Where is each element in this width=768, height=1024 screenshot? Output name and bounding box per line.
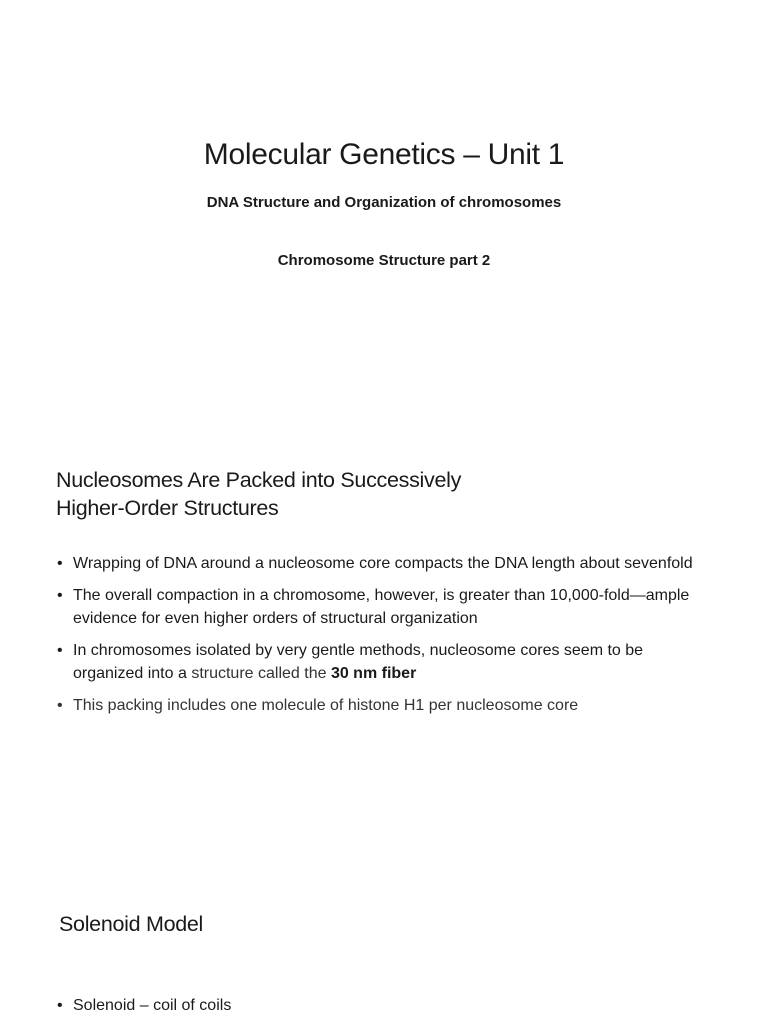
bullet-list: [56, 994, 716, 1024]
list-item: [56, 994, 716, 1017]
list-item: [56, 639, 716, 685]
bullet-icon: •: [57, 642, 63, 659]
title-slide: [0, 0, 768, 410]
bullet-icon: •: [57, 587, 63, 604]
list-item: [56, 584, 716, 630]
subtitle-part: Chromosome Structure part 2: [277, 252, 491, 269]
bullet-list: [56, 552, 716, 726]
bullet-text: In chromosomes isolated by very gentle methods, nucleosome cores seem to be organized into a: [73, 642, 644, 682]
bullet-text: Wrapping of DNA around a nucleosome core compacts the DNA length about sevenfold: [73, 555, 693, 572]
bullet-text-muted: structure called the: [191, 665, 331, 682]
list-item: [56, 552, 716, 575]
bullet-text-bold: 30 nm fiber: [330, 665, 417, 682]
slide-heading: Solenoid Model: [59, 912, 204, 936]
slide-heading-line-1: Nucleosomes Are Packed into Successively: [56, 468, 462, 492]
slide-heading: [56, 466, 576, 522]
slide-heading-line-2: Higher-Order Structures: [56, 496, 279, 520]
bullet-icon: •: [57, 697, 63, 714]
bullet-text: This packing includes one molecule of histone H1 per nucleosome core: [73, 697, 579, 714]
nucleosome-slide: [0, 432, 768, 872]
list-item: [56, 694, 716, 717]
subtitle: DNA Structure and Organization of chromosomes: [206, 194, 562, 211]
bullet-text: Solenoid – coil of coils: [73, 997, 232, 1014]
bullet-text: The overall compaction in a chromosome, however, is greater than 10,000-fold—ample evidence for even higher orders of structural organization: [73, 587, 690, 627]
page-title: Molecular Genetics – Unit 1: [203, 138, 565, 171]
solenoid-slide: [0, 880, 768, 1024]
bullet-icon: •: [57, 555, 63, 572]
bullet-icon: •: [57, 997, 63, 1014]
